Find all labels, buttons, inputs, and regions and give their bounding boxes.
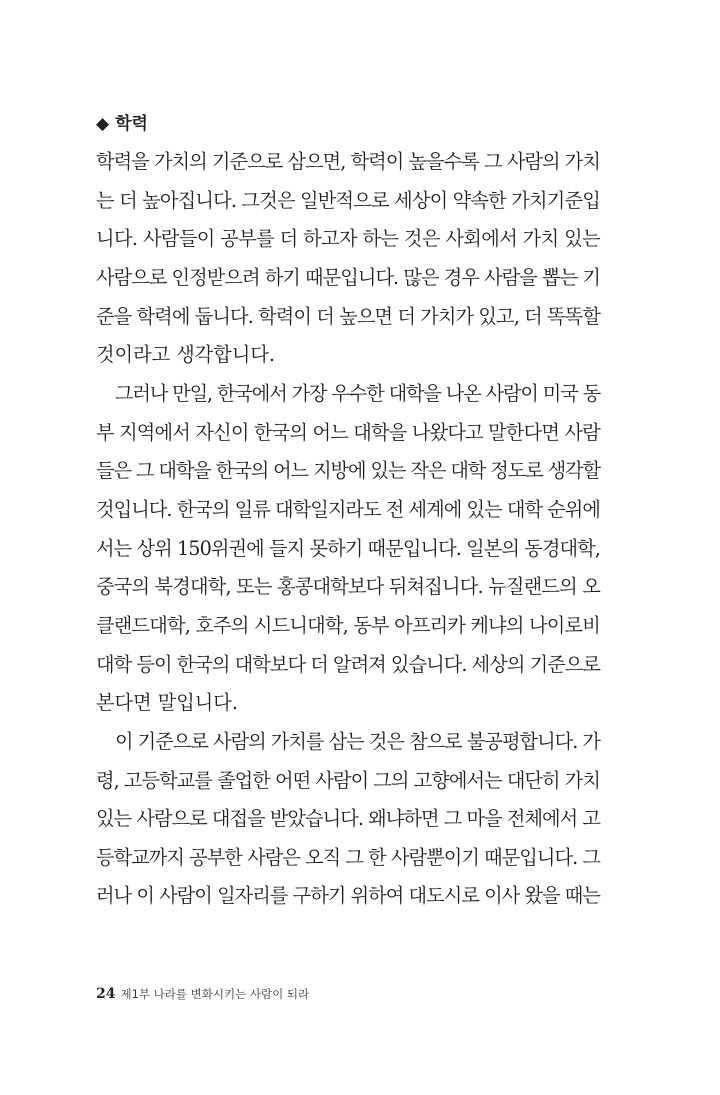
text-line: 이 기준으로 사람의 가치를 삼는 것은 참으로 불공평합니다. 가 [115,729,600,753]
text-line: 니다. 사람들이 공부를 더 하고자 하는 것은 사회에서 가치 있는 [96,227,600,251]
page-footer [96,984,309,1004]
text-line: 그러나 만일, 한국에서 가장 우수한 대학을 나온 사람이 미국 동 [115,381,600,405]
text-line: 들은 그 대학을 한국의 어느 지방에 있는 작은 대학 정도로 생각할 [96,459,600,483]
text-line: 클랜드대학, 호주의 시드니대학, 동부 아프리카 케냐의 나이로비 [96,613,600,637]
text-line: 사람으로 인정받으려 하기 때문입니다. 많은 경우 사람을 뽑는 기 [96,265,600,289]
text-line: 는 더 높아집니다. 그것은 일반적으로 세상이 약속한 가치기준입 [96,188,600,212]
text-line: 학력을 가치의 기준으로 삼으면, 학력이 높을수록 그 사람의 가치 [96,150,600,173]
text-line: 서는 상위 150위권에 들지 못하기 때문입니다. 일본의 동경대학, [96,536,600,560]
text-line: 준을 학력에 둡니다. 학력이 더 높으면 더 가치가 있고, 더 똑똑할 [96,304,600,328]
text-line: 대학 등이 한국의 대학보다 더 알려져 있습니다. 세상의 기준으로 [96,652,600,676]
section-title: 학력 [115,114,148,134]
text-line: 중국의 북경대학, 또는 홍콩대학보다 뒤쳐집니다. 뉴질랜드의 오 [96,575,600,599]
text-line: 있는 사람으로 대접을 받았습니다. 왜냐하면 그 마을 전체에서 고 [96,807,600,831]
text-line: 러나 이 사람이 일자리를 구하기 위하여 대도시로 이사 왔을 때는 [96,884,600,908]
text-line: 본다면 말입니다. [96,691,238,715]
text-line: 것이라고 생각합니다. [96,343,276,367]
text-line: 것입니다. 한국의 일류 대학일지라도 전 세계에 있는 대학 순위에 [96,497,600,521]
text-line: 등학교까지 공부한 사람은 오직 그 한 사람뿐이기 때문입니다. 그 [96,845,600,869]
text-line: 부 지역에서 자신이 한국의 어느 대학을 나왔다고 말한다면 사람 [96,420,600,444]
section-heading [96,111,148,137]
page-number: 24 [96,986,116,1002]
text-line: 령, 고등학교를 졸업한 어떤 사람이 그의 고향에서는 대단히 가치 [96,768,600,792]
running-title: 제1부 나라를 변화시키는 사람이 되라 [120,987,310,1001]
body-text [96,143,600,916]
diamond-bullet-icon: ◆ [96,114,110,134]
